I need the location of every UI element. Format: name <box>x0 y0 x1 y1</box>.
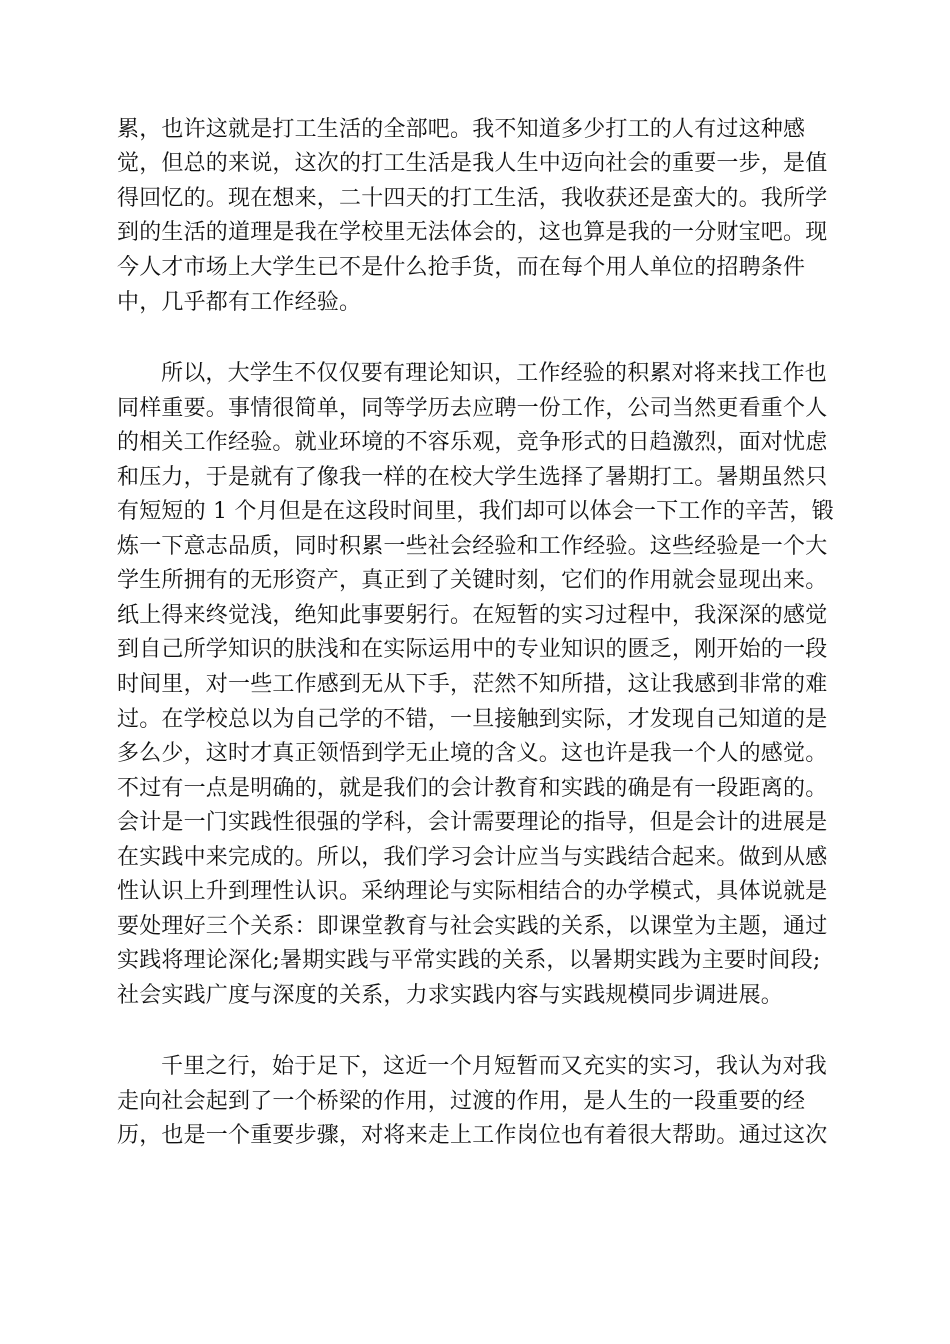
paragraph-2-line-12: 多么少，这时才真正领悟到学无止境的含义。这也许是我一个人的感觉。 <box>117 741 828 766</box>
paragraph-1-line-6: 中，几乎都有工作经验。 <box>117 290 362 315</box>
paragraph-2-line-10: 时间里，对一些工作感到无从下手，茫然不知所措，这让我感到非常的难 <box>117 672 828 697</box>
paragraph-2-line-6: 炼一下意志品质，同时积累一些社会经验和工作经验。这些经验是一个大 <box>117 534 828 559</box>
paragraph-2-line-2: 同样重要。事情很简单，同等学历去应聘一份工作，公司当然更看重个人 <box>117 396 828 421</box>
paragraph-1-line-1: 累，也许这就是打工生活的全部吧。我不知道多少打工的人有过这种感 <box>117 117 806 142</box>
paragraph-2-line-4: 和压力，于是就有了像我一样的在校大学生选择了暑期打工。暑期虽然只 <box>117 465 828 490</box>
paragraph-2-line-3: 的相关工作经验。就业环境的不容乐观，竞争形式的日趋激烈，面对忧虑 <box>117 430 828 455</box>
paragraph-2-line-7: 学生所拥有的无形资产，真正到了关键时刻，它们的作用就会显现出来。 <box>117 568 828 593</box>
paragraph-1-line-4: 到的生活的道理是我在学校里无法体会的，这也算是我的一分财宝吧。现 <box>117 220 828 245</box>
paragraph-2-line-1: 所以，大学生不仅仅要有理论知识，工作经验的积累对将来找工作也 <box>161 361 828 386</box>
paragraph-2-line-17: 要处理好三个关系：即课堂教育与社会实践的关系，以课堂为主题，通过 <box>117 914 828 939</box>
paragraph-1-line-2: 觉，但总的来说，这次的打工生活是我人生中迈向社会的重要一步，是值 <box>117 151 828 176</box>
paragraph-2-line-11: 过。在学校总以为自己学的不错，一旦接触到实际，才发现自己知道的是 <box>117 707 828 732</box>
paragraph-3-line-2: 走向社会起到了一个桥梁的作用，过渡的作用，是人生的一段重要的经 <box>117 1089 806 1114</box>
paragraph-2-line-19: 社会实践广度与深度的关系，力求实践内容与实践规模同步调进展。 <box>117 983 784 1008</box>
paragraph-2-line-13: 不过有一点是明确的，就是我们的会计教育和实践的确是有一段距离的。 <box>117 776 828 801</box>
paragraph-1-line-5: 今人才市场上大学生已不是什么抢手货，而在每个用人单位的招聘条件 <box>117 255 806 280</box>
paragraph-3-line-1: 千里之行，始于足下，这近一个月短暂而又充实的实习，我认为对我 <box>161 1054 828 1079</box>
paragraph-2-line-16: 性认识上升到理性认识。采纳理论与实际相结合的办学模式，具体说就是 <box>117 879 828 904</box>
paragraph-2-line-14: 会计是一门实践性很强的学科，会计需要理论的指导，但是会计的进展是 <box>117 810 828 835</box>
paragraph-2-line-15: 在实践中来完成的。所以，我们学习会计应当与实践结合起来。做到从感 <box>117 845 828 870</box>
paragraph-2-line-5: 有短短的 1 个月但是在这段时间里，我们却可以体会一下工作的辛苦，锻 <box>117 499 834 524</box>
paragraph-1-line-3: 得回忆的。现在想来，二十四天的打工生活，我收获还是蛮大的。我所学 <box>117 186 828 211</box>
paragraph-2-line-9: 到自己所学知识的肤浅和在实际运用中的专业知识的匮乏，刚开始的一段 <box>117 637 828 662</box>
paragraph-2-line-8: 纸上得来终觉浅，绝知此事要躬行。在短暂的实习过程中，我深深的感觉 <box>117 603 828 628</box>
paragraph-3-line-3: 历，也是一个重要步骤，对将来走上工作岗位也有着很大帮助。通过这次 <box>117 1123 828 1148</box>
paragraph-2-line-18: 实践将理论深化;暑期实践与平常实践的关系，以暑期实践为主要时间段; <box>117 948 821 973</box>
